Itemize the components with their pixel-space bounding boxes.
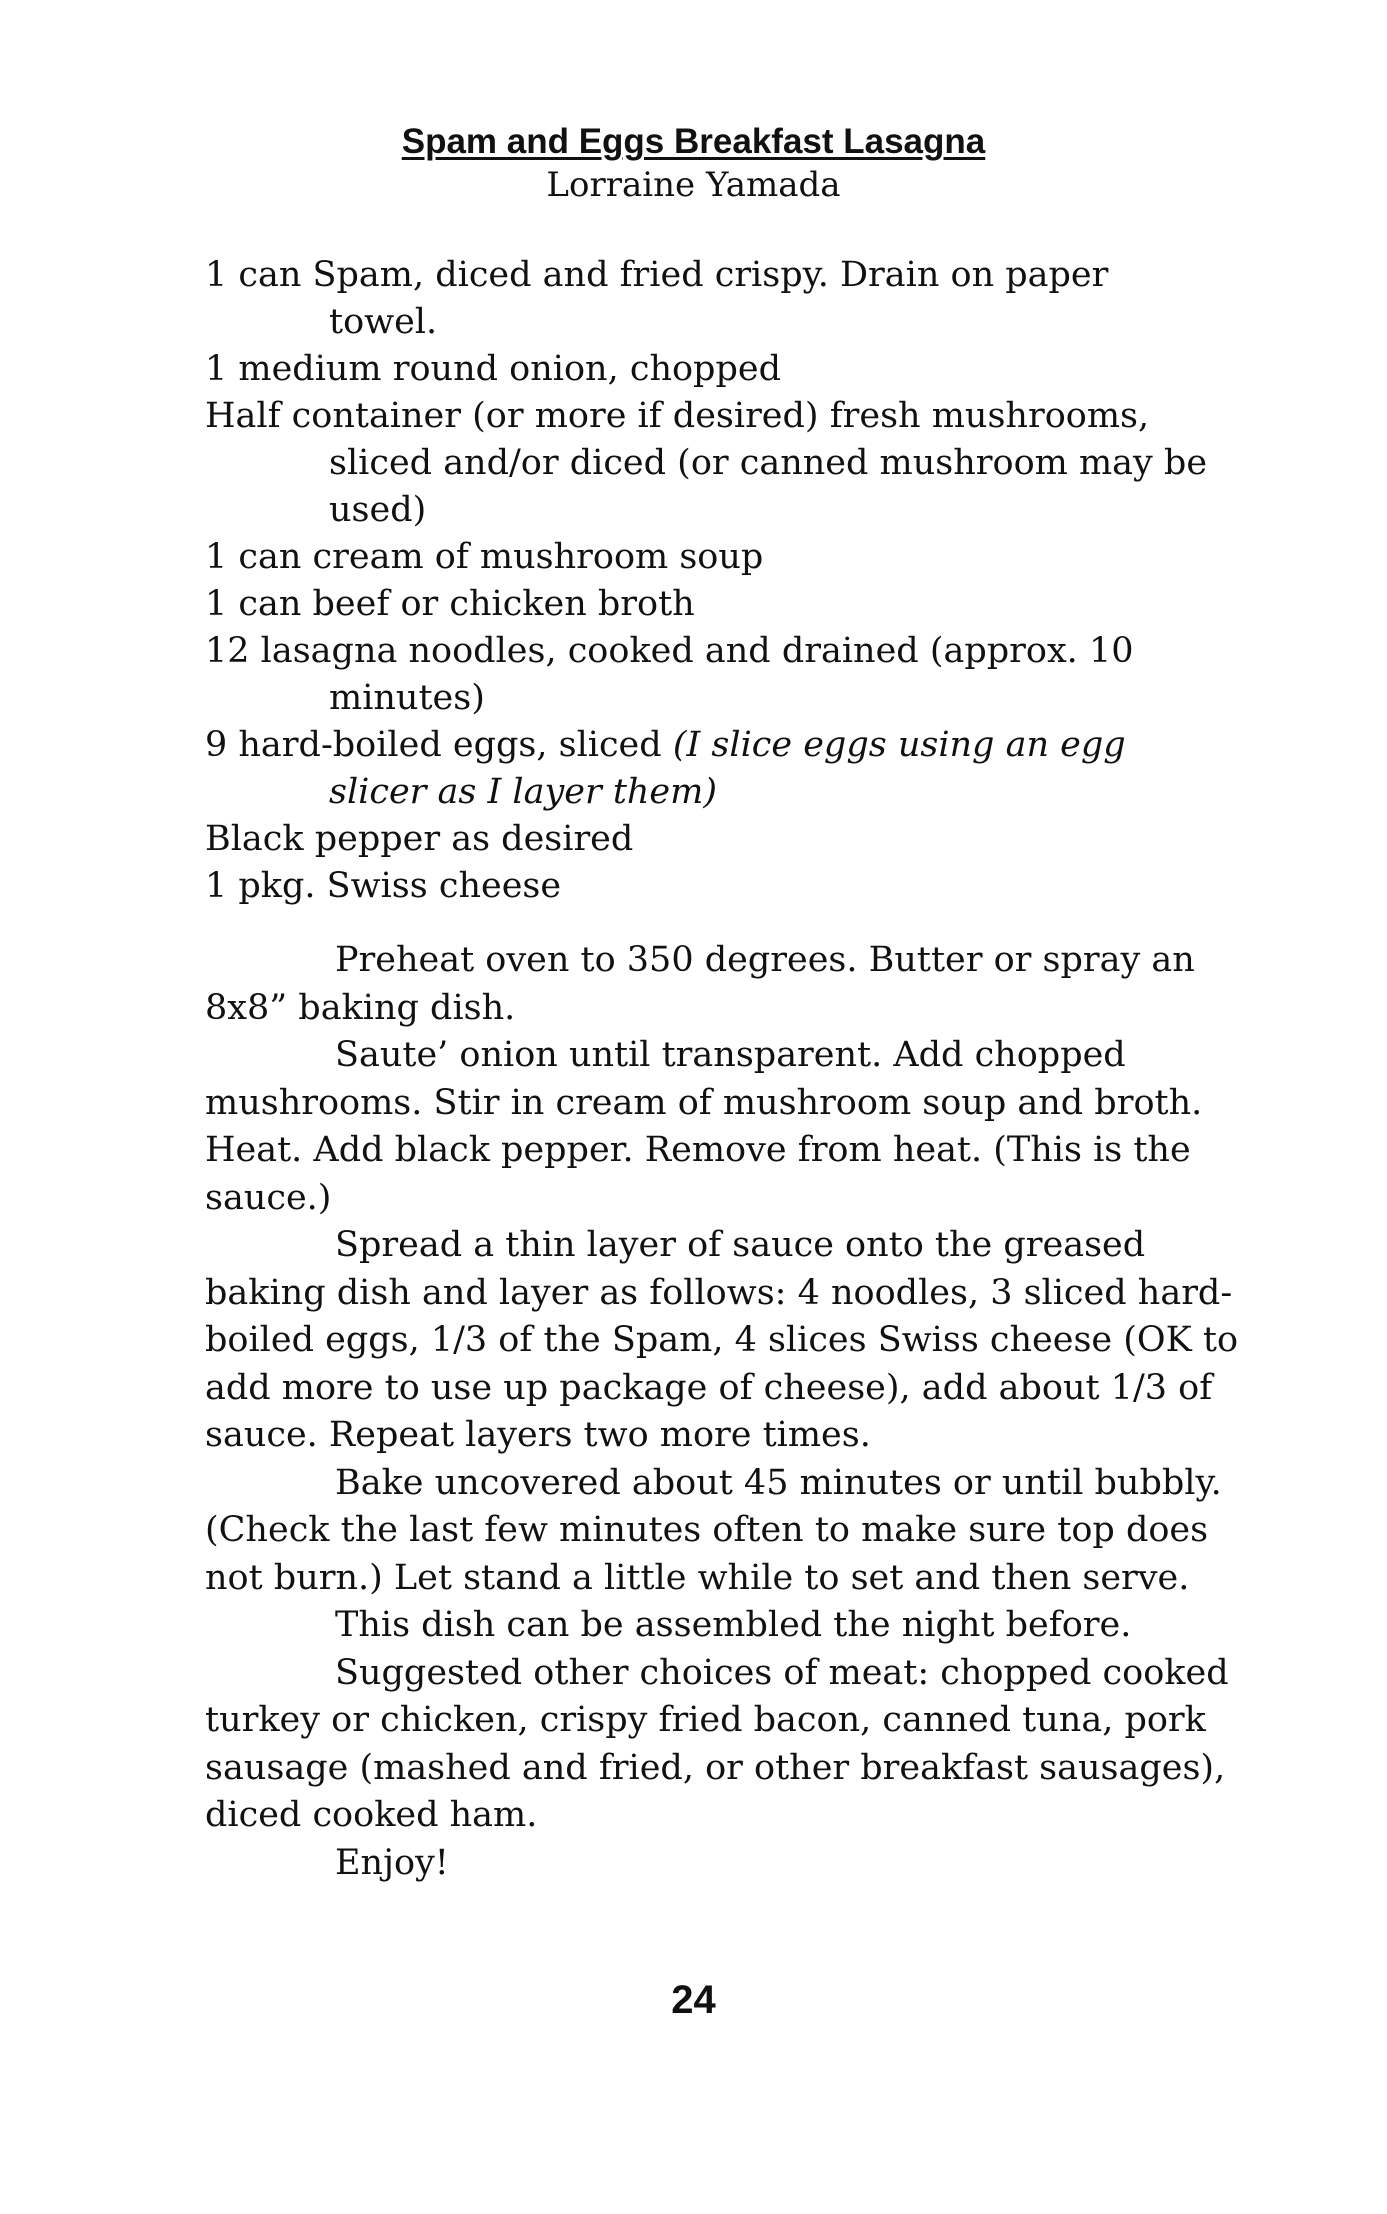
recipe-title-text: Spam and Eggs Breakfast Lasagna: [401, 122, 986, 161]
direction-paragraph: Preheat oven to 350 degrees. Butter or spray an 8x8” baking dish.: [205, 940, 1195, 1028]
ingredient-text: 1 pkg. Swiss cheese: [205, 866, 562, 906]
direction-paragraph: Suggested other choices of meat: chopped cooked turkey or chicken, crispy fried bacon, canned tuna, pork sausage (mashed and fried, or other breakfast sausages), diced cooked ham.: [205, 1652, 1229, 1835]
ingredient-item: [205, 816, 1215, 863]
ingredient-text: 1 medium round onion, chopped: [205, 349, 781, 389]
ingredient-item: [205, 346, 1215, 393]
direction-paragraph: Saute’ onion until transparent. Add chopped mushrooms. Stir in cream of mushroom soup and broth. Heat. Add black pepper. Remove from heat. (This is the sauce.): [205, 1035, 1203, 1218]
directions: [205, 937, 1250, 1887]
direction-paragraph: This dish can be assembled the night before.: [335, 1605, 1132, 1645]
ingredient-item: [205, 863, 1215, 910]
ingredient-item: [205, 393, 1215, 534]
ingredient-text: Half container (or more if desired) fresh mushrooms, sliced and/or diced (or canned mushroom may be used): [205, 396, 1208, 530]
direction-paragraph: Enjoy!: [335, 1842, 449, 1883]
ingredient-text: 12 lasagna noodles, cooked and drained (approx. 10 minutes): [205, 631, 1134, 718]
ingredient-text: 9 hard-boiled eggs, sliced: [205, 725, 673, 765]
recipe-author: Lorraine Yamada: [546, 165, 841, 205]
ingredient-item: [205, 252, 1215, 346]
ingredient-text: 1 can beef or chicken broth: [205, 584, 695, 624]
ingredient-note: (I slice eggs using an egg slicer as I layer them): [329, 725, 1126, 812]
page-number: 24: [671, 1978, 716, 2022]
ingredient-text: 1 can Spam, diced and fried crispy. Drain on paper towel.: [205, 255, 1109, 342]
ingredient-item: [205, 534, 1215, 581]
ingredient-text: 1 can cream of mushroom soup: [205, 537, 764, 577]
ingredient-item: [205, 722, 1215, 816]
ingredient-item: [205, 628, 1215, 722]
ingredient-item: [205, 581, 1215, 628]
direction-paragraph: Spread a thin layer of sauce onto the greased baking dish and layer as follows: 4 noodles, 3 sliced hard-boiled eggs, 1/3 of the Spam, 4 slices Swiss cheese (OK to add more to use up package of cheese), add about 1/3 of sauce. Repeat layers two more times.: [205, 1225, 1239, 1455]
direction-paragraph: Bake uncovered about 45 minutes or until bubbly. (Check the last few minutes often to make sure top does not burn.) Let stand a little while to set and then serve.: [205, 1462, 1222, 1598]
ingredient-list: [205, 252, 1215, 910]
ingredient-text: Black pepper as desired: [205, 819, 634, 859]
recipe-title: [0, 118, 1387, 166]
